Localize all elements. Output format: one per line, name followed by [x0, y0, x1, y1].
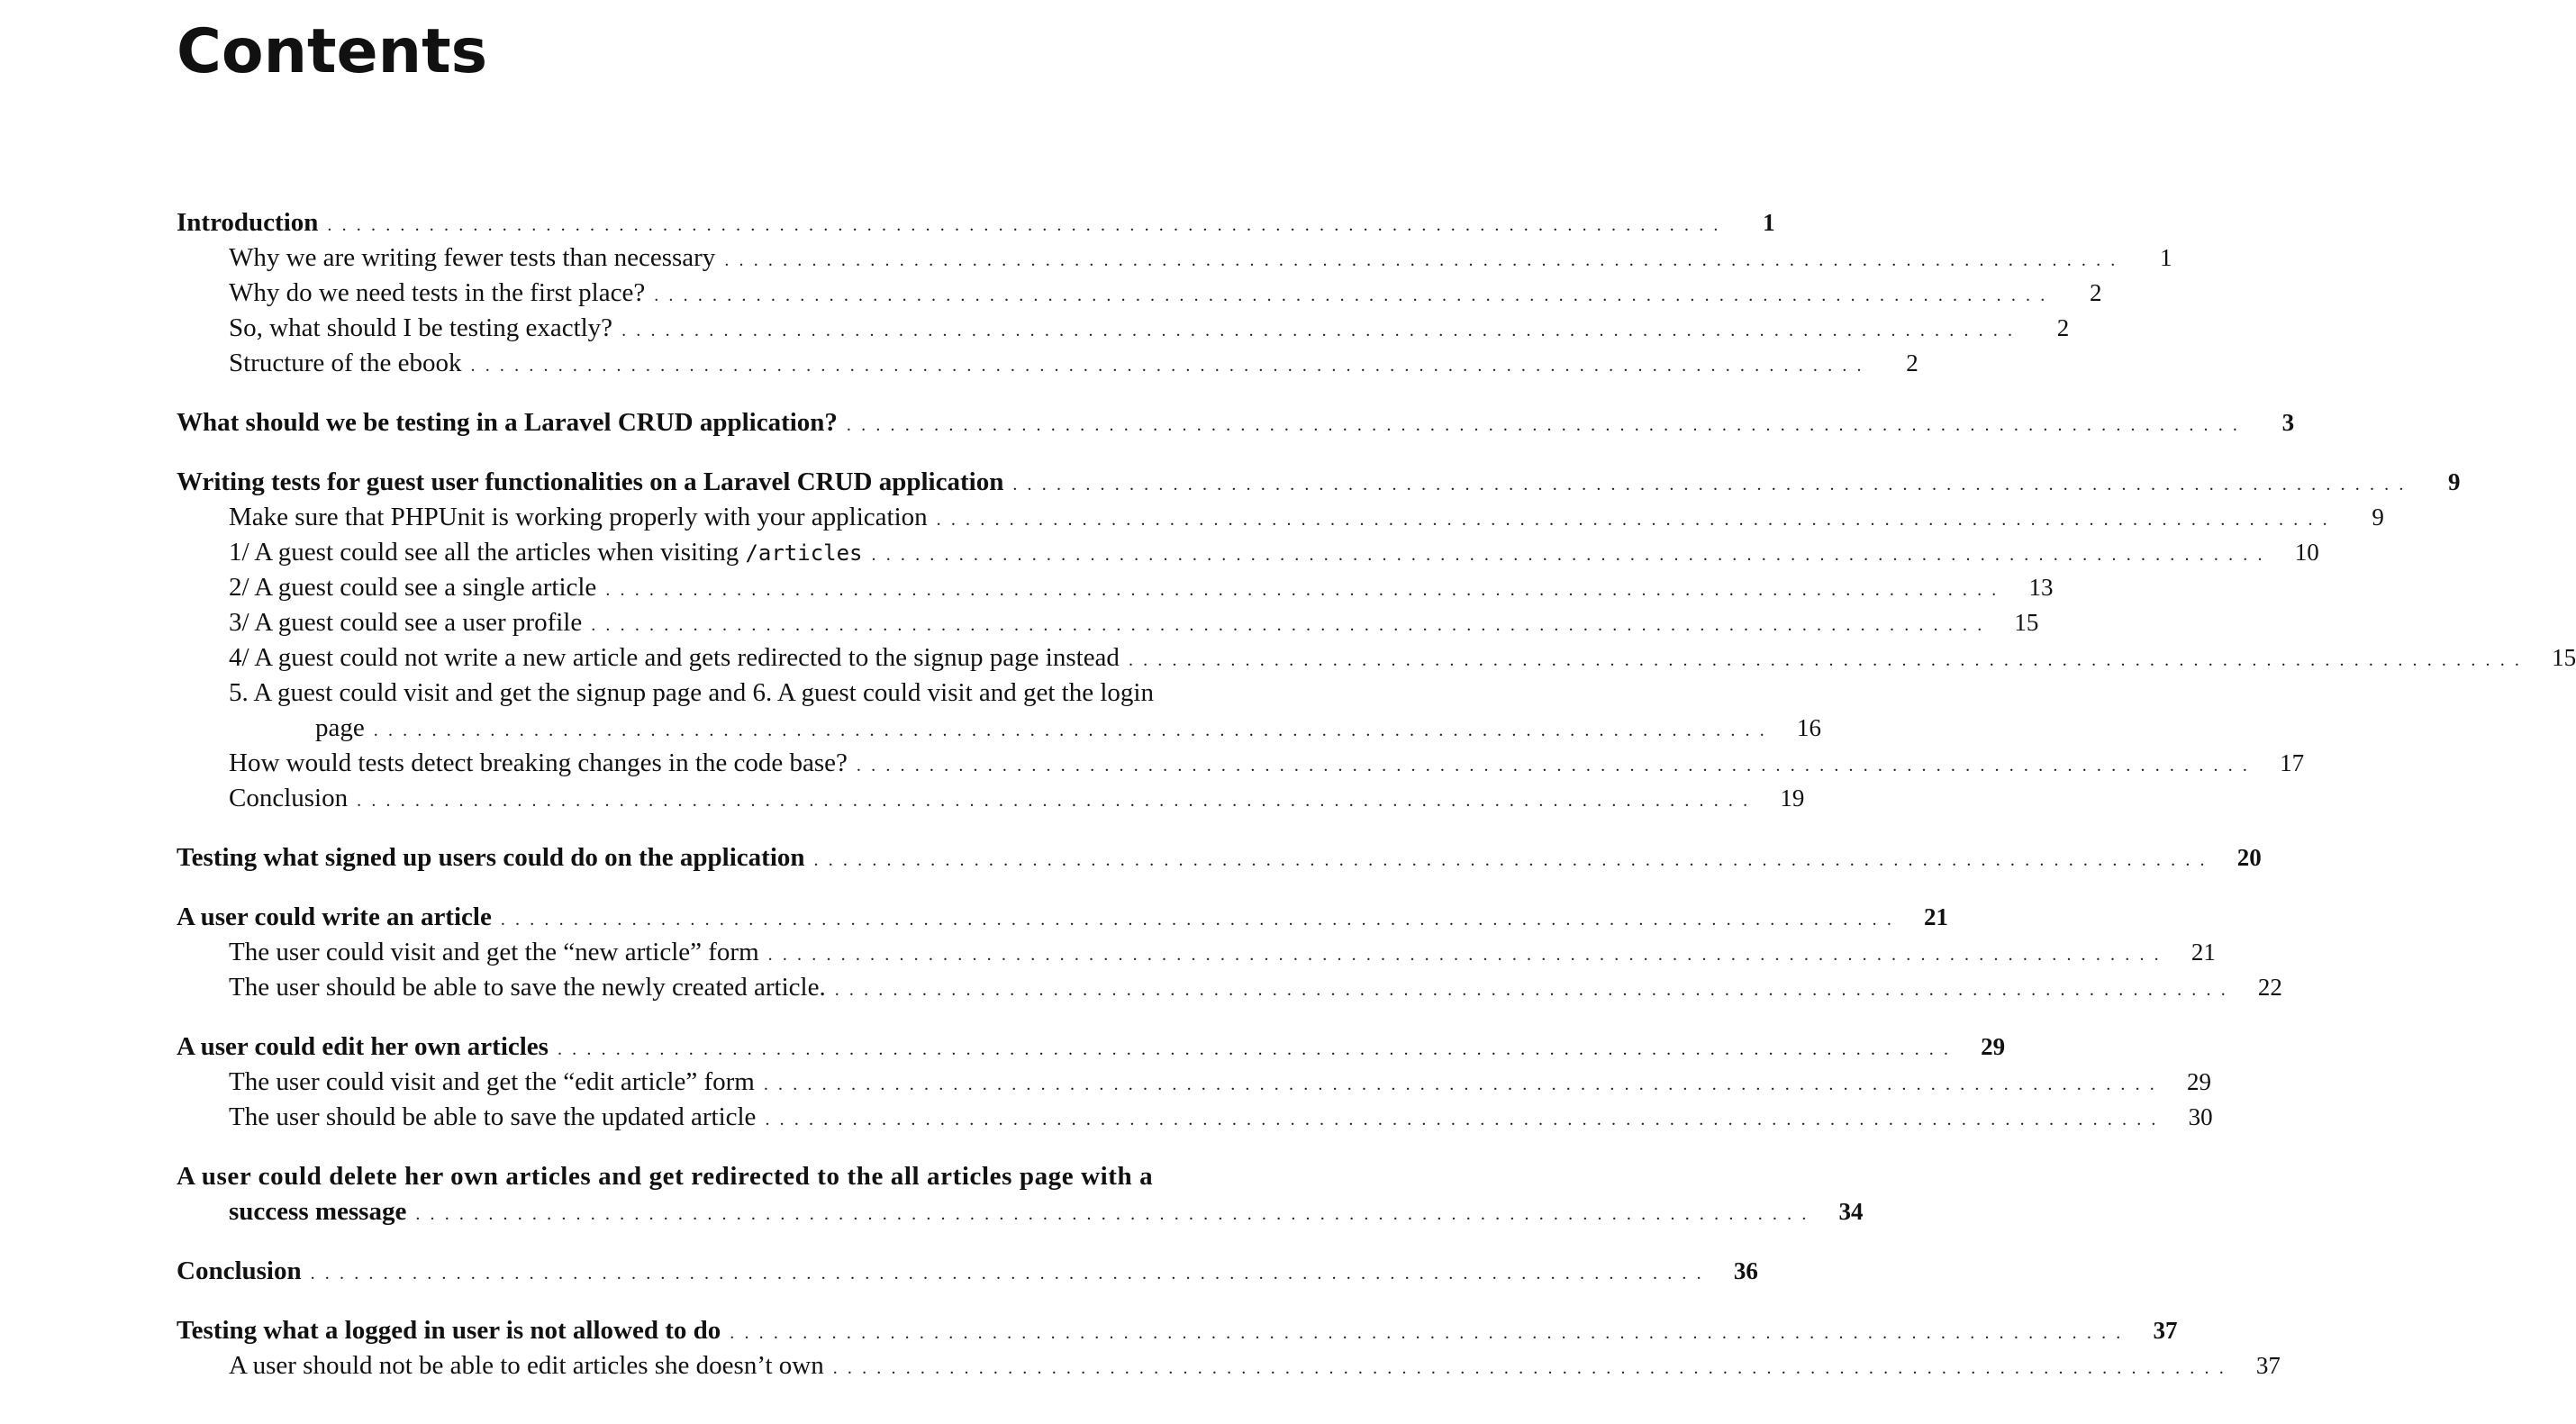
toc-page-number: 15 — [2014, 609, 2039, 636]
dot-leader: ................................................................................................ — [621, 321, 2023, 340]
dot-leader: ................................................................................................ — [856, 756, 2258, 775]
dot-leader: ................................................................................................ — [605, 580, 2007, 600]
toc-page-number: 22 — [2257, 974, 2282, 1001]
toc-page-number: 30 — [2188, 1103, 2213, 1130]
toc-entry-title: The user could visit and get the “new article” form — [229, 935, 768, 970]
toc-entry-title — [229, 535, 872, 571]
toc-entry-edit-articles[interactable] — [177, 1029, 2006, 1065]
toc-entry-title: Structure of the ebook — [229, 346, 471, 381]
toc-entry-signed-up-users[interactable] — [177, 840, 2262, 875]
toc-page-number: 17 — [2280, 749, 2305, 776]
toc-entry-what-testing[interactable] — [177, 311, 2070, 346]
toc-page-number: 13 — [2028, 574, 2054, 601]
toc-entry-title: Conclusion — [229, 781, 357, 816]
dot-leader: ................................................................................................ — [310, 1264, 1711, 1283]
dot-leader: ................................................................................................ — [936, 510, 2337, 530]
toc-entry-title: Make sure that PHPUnit is working properly with your application — [229, 500, 937, 535]
toc-entry-title: 4/ A guest could not write a new article and gets redirected to the signup page instead — [229, 640, 1129, 676]
dot-leader: ................................................................................................ — [765, 1110, 2166, 1129]
toc-page-number: 1 — [1763, 209, 1775, 236]
toc-entry-title-line: A user could delete her own articles and get redirected to the all articles page with a — [177, 1162, 1154, 1191]
dot-leader: ................................................................................................ — [763, 1075, 2165, 1094]
toc-entry-guest-single-article[interactable] — [177, 570, 2054, 605]
dot-leader: ................................................................................................ — [832, 1358, 2234, 1378]
toc-entry-delete-articles[interactable] — [177, 1159, 1864, 1229]
toc-entry-title: The user should be able to save the newly created article. — [229, 970, 835, 1005]
toc-entry-conclusion[interactable] — [177, 1254, 1758, 1289]
toc-page-number: 21 — [2191, 939, 2216, 966]
toc-entry-title: What should we be testing in a Laravel CRUD application? — [177, 405, 847, 440]
dot-leader: ................................................................................................ — [470, 356, 1872, 376]
toc-entry-why-need-tests[interactable] — [177, 276, 2102, 311]
dot-leader: ................................................................................................ — [591, 615, 1992, 635]
dot-leader: ................................................................................................ — [415, 1204, 1817, 1224]
table-of-contents — [177, 205, 2576, 1383]
toc-page-number: 19 — [1780, 785, 1805, 812]
toc-entry-new-article-form[interactable] — [177, 935, 2216, 970]
toc-entry-title: A user could edit her own articles — [177, 1029, 558, 1065]
toc-entry-what-should-we-test[interactable] — [177, 405, 2295, 440]
dot-leader: ................................................................................................ — [846, 415, 2248, 435]
dot-leader: ................................................................................................ — [724, 250, 2126, 270]
toc-entry-title: Testing what signed up users could do on the application — [177, 840, 814, 875]
toc-entry-save-new-article[interactable] — [177, 970, 2282, 1005]
toc-entry-guest-no-write[interactable] — [177, 640, 2576, 676]
toc-entry-title-line: page — [315, 711, 374, 746]
toc-entry-breaking-changes[interactable] — [177, 746, 2305, 781]
toc-page-number: 34 — [1838, 1198, 1864, 1225]
dot-leader: ................................................................................................ — [871, 545, 2272, 565]
toc-page-number: 2 — [2089, 279, 2102, 306]
toc-entry-save-updated-article[interactable] — [177, 1100, 2213, 1135]
toc-entry-title: 2/ A guest could see a single article — [229, 570, 605, 605]
toc-page-number: 29 — [2187, 1068, 2212, 1095]
toc-page-number: 29 — [1981, 1033, 2006, 1060]
page-title: Contents — [177, 16, 488, 87]
dot-leader: ................................................................................................ — [557, 1039, 1959, 1059]
toc-page-number: 20 — [2236, 844, 2262, 871]
toc-entry-guest-user-profile[interactable] — [177, 605, 2039, 640]
toc-entry-title-line: success message — [229, 1194, 415, 1229]
toc-entry-not-allowed[interactable] — [177, 1313, 2178, 1348]
toc-entry-phpunit[interactable] — [177, 500, 2384, 535]
toc-page-number: 3 — [2281, 409, 2295, 436]
dot-leader: ................................................................................................ — [500, 910, 1902, 930]
toc-page-number: 36 — [1733, 1257, 1758, 1284]
toc-entry-edit-article-form[interactable] — [177, 1065, 2212, 1100]
toc-entry-introduction[interactable] — [177, 205, 1775, 240]
toc-page-number: 21 — [1924, 903, 1949, 930]
toc-entry-title: Writing tests for guest user functionalities on a Laravel CRUD application — [177, 465, 1012, 500]
toc-page-number: 1 — [2160, 244, 2172, 271]
toc-entry-title: Why we are writing fewer tests than necessary — [229, 240, 724, 276]
toc-entry-why-fewer-tests[interactable] — [177, 240, 2172, 276]
toc-entry-title: So, what should I be testing exactly? — [229, 311, 621, 346]
toc-entry-title: A user could write an article — [177, 900, 501, 935]
toc-page-number: 2 — [1906, 349, 1918, 376]
toc-entry-title: A user should not be able to edit articles she doesn’t own — [229, 1348, 833, 1383]
toc-entry-guest-signup-login[interactable] — [177, 676, 1821, 746]
toc-entry-title: Conclusion — [177, 1254, 311, 1289]
toc-page-number: 37 — [2255, 1352, 2281, 1379]
toc-page-number: 15 — [2552, 644, 2576, 671]
toc-page-number: 2 — [2056, 314, 2070, 341]
dot-leader: ................................................................................................ — [730, 1323, 2131, 1343]
toc-page-number: 37 — [2153, 1317, 2178, 1344]
toc-entry-guest-tests[interactable] — [177, 465, 2461, 500]
dot-leader: ................................................................................................ — [373, 721, 1774, 740]
dot-leader: ................................................................................................ — [767, 945, 2169, 965]
dot-leader: ................................................................................................ — [654, 286, 2055, 305]
dot-leader: ................................................................................................ — [327, 215, 1728, 235]
toc-entry-write-article[interactable] — [177, 900, 1949, 935]
toc-page-number: 9 — [2372, 503, 2384, 531]
toc-entry-guest-all-articles[interactable] — [177, 535, 2319, 570]
toc-page-number: 10 — [2294, 539, 2319, 566]
toc-entry-title-line: 5. A guest could visit and get the signup page and 6. A guest could visit and get the login — [229, 678, 1154, 707]
toc-page-number: 9 — [2448, 468, 2461, 495]
toc-entry-title: The user should be able to save the updated article — [229, 1100, 765, 1135]
toc-entry-title-text: 1/ A guest could see all the articles when visiting — [229, 538, 746, 567]
toc-entry-title: Introduction — [177, 205, 327, 240]
code-span: /articles — [745, 540, 863, 566]
toc-entry-title: Testing what a logged in user is not allowed to do — [177, 1313, 730, 1348]
dot-leader: ................................................................................................ — [813, 850, 2215, 870]
toc-entry-cannot-edit-others[interactable] — [177, 1348, 2281, 1383]
dot-leader: ................................................................................................ — [357, 791, 1758, 811]
toc-entry-title: Why do we need tests in the first place? — [229, 276, 654, 311]
dot-leader: ................................................................................................ — [834, 980, 2236, 1000]
toc-entry-conclusion-guest[interactable] — [177, 781, 1805, 816]
dot-leader: ................................................................................................ — [1012, 475, 2414, 494]
toc-entry-title: How would tests detect breaking changes in the code base? — [229, 746, 857, 781]
toc-entry-title: 3/ A guest could see a user profile — [229, 605, 591, 640]
toc-entry-title: The user could visit and get the “edit article” form — [229, 1065, 764, 1100]
toc-page-number: 16 — [1796, 714, 1821, 741]
dot-leader: ................................................................................................ — [1128, 650, 2530, 670]
toc-entry-structure[interactable] — [177, 346, 1918, 381]
